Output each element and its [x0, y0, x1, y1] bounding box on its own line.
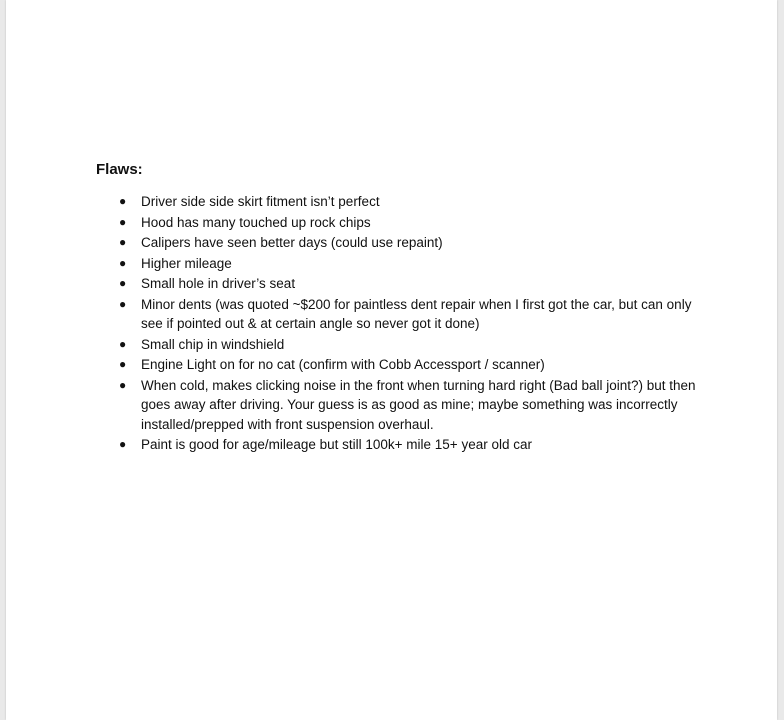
flaws-section	[96, 160, 696, 456]
bullet-icon: ●	[119, 235, 127, 249]
list-item-text: Small chip in windshield	[141, 336, 285, 352]
bullet-icon: ●	[119, 437, 127, 451]
list-item	[96, 295, 696, 334]
list-item-text: Driver side side skirt fitment isn’t perfect	[141, 194, 380, 209]
bullet-icon: ●	[119, 214, 127, 229]
list-item-text: When cold, makes clicking noise in the front when turning hard right (Bad ball joint?) but then goes away after driving. Your guess is as good as mine; maybe something was incorrectly installed/prepped with front suspension overhaul.	[141, 377, 696, 432]
list-item	[96, 376, 696, 435]
flaws-list	[96, 192, 696, 455]
bullet-icon: ●	[119, 194, 127, 208]
bullet-icon: ●	[119, 255, 127, 270]
document-page	[6, 0, 777, 720]
list-item-text: Engine Light on for no cat (confirm with Cobb Accessport / scanner)	[141, 357, 545, 372]
list-item-text: Minor dents (was quoted ~$200 for paintless dent repair when I first got the car, but can only see if pointed out & at certain angle so never got it done)	[141, 296, 692, 331]
bullet-icon: ●	[119, 336, 127, 351]
list-item	[96, 192, 696, 212]
list-item	[96, 213, 696, 233]
list-item-text: Calipers have seen better days (could use repaint)	[141, 235, 443, 250]
list-item	[96, 274, 696, 294]
list-item-text: Small hole in driver’s seat	[141, 276, 296, 291]
bullet-icon: ●	[119, 276, 127, 290]
list-item-text: Higher mileage	[141, 255, 232, 271]
list-item-text: Paint is good for age/mileage but still 100k+ mile 15+ year old car	[141, 437, 532, 452]
list-item	[96, 254, 696, 274]
bullet-icon: ●	[119, 296, 127, 311]
list-item	[96, 335, 696, 355]
list-item-text: Hood has many touched up rock chips	[141, 214, 371, 230]
list-item	[96, 435, 696, 455]
list-item	[96, 233, 696, 253]
bullet-icon: ●	[119, 357, 127, 371]
flaws-heading: Flaws:	[96, 161, 143, 178]
bullet-icon: ●	[119, 377, 127, 392]
list-item	[96, 355, 696, 375]
